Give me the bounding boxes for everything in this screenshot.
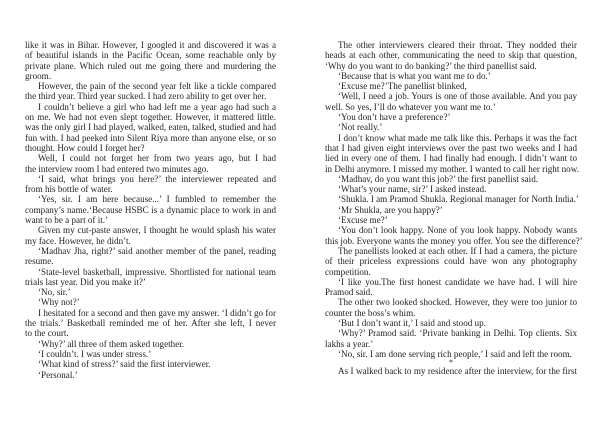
text-line: ‘What kind of stress?’ said the first interviewer. bbox=[38, 359, 211, 370]
paragraph bbox=[325, 40, 577, 71]
paragraph bbox=[325, 205, 577, 215]
text-line: the interview room I had entered two minutes ago. bbox=[25, 163, 209, 174]
text-line: was the only girl I had played, walked, eaten, talked, studied and had bbox=[25, 122, 276, 133]
text-line: ‘No, sir. I am done serving rich people,’ I said and left the room. bbox=[338, 348, 572, 359]
paragraph bbox=[25, 40, 276, 81]
text-line: trials last year. Did you make it?’ bbox=[25, 276, 146, 287]
text-line: ‘Why?’ Pramod said. ‘Private banking in Delhi. Top clients. Six bbox=[338, 328, 577, 339]
text-line: the trials.’ Basketball reminded me of her. After she left, I never bbox=[25, 318, 276, 329]
paragraph bbox=[25, 81, 276, 102]
text-line: counter the boss’s whim. bbox=[325, 307, 416, 318]
paragraph bbox=[325, 133, 577, 174]
paragraph bbox=[325, 112, 577, 122]
paragraph bbox=[25, 359, 276, 369]
paragraph bbox=[325, 215, 577, 225]
text-line: ‘Why not?’ bbox=[38, 297, 80, 308]
paragraph bbox=[325, 81, 577, 91]
text-line: Well, I could not forget her from two years ago, but I had bbox=[38, 153, 276, 164]
paragraph bbox=[25, 297, 276, 307]
paragraph bbox=[325, 122, 577, 132]
text-line: want to be a part of it.’ bbox=[25, 215, 109, 226]
paragraph bbox=[25, 287, 276, 297]
text-line: ‘I like you.The first honest candidate we have had. I will hire bbox=[338, 276, 577, 287]
paragraph bbox=[25, 225, 276, 246]
text-line: competition. bbox=[325, 266, 371, 277]
text-line: ‘Why do you want to do banking?’ the third panellist said. bbox=[325, 60, 537, 71]
paragraph bbox=[25, 308, 276, 339]
text-line: my face. However, he didn’t. bbox=[25, 235, 131, 246]
paragraph bbox=[325, 328, 577, 349]
text-line: ‘I said, what brings you here?’ the interviewer repeated and bbox=[38, 173, 276, 184]
text-line: heads at each other, communicating the need to skip that question, bbox=[325, 50, 577, 61]
paragraph bbox=[325, 318, 577, 328]
text-line: I don’t know what made me talk like this. Perhaps it was the fact bbox=[338, 132, 577, 143]
left-page bbox=[25, 40, 276, 380]
text-line: ‘You don’t have a preference?’ bbox=[338, 112, 451, 123]
text-line: ‘State-level basketball, impressive. Shortlisted for national team bbox=[38, 266, 276, 277]
paragraph bbox=[325, 277, 577, 298]
text-line: ‘Because that is what you want me to do.’ bbox=[338, 70, 491, 81]
text-line: thought. How could I forget her? bbox=[25, 142, 145, 153]
text-line: ‘You don’t look happy. None of you look happy. Nobody wants bbox=[338, 225, 577, 236]
text-line: groom. bbox=[25, 70, 52, 81]
text-line: ‘No, sir.’ bbox=[38, 287, 71, 298]
text-line: this job. Everyone wants the money you offer. You see the difference?’ bbox=[325, 235, 583, 246]
paragraph bbox=[25, 194, 276, 225]
paragraph bbox=[325, 297, 577, 318]
paragraph bbox=[25, 267, 276, 288]
text-line: of their priceless expressions could have won any photography bbox=[325, 256, 577, 267]
text-line: ‘What’s your name, sir?’ I asked instead. bbox=[338, 184, 487, 195]
text-line: of beautiful islands in the Pacific Ocean, some reachable only by bbox=[25, 50, 276, 61]
text-line: ‘Madhav Jha, right?’ said another member of the panel, reading bbox=[38, 245, 276, 256]
paragraph bbox=[325, 246, 577, 277]
paragraph bbox=[25, 370, 276, 380]
right-page bbox=[325, 40, 583, 377]
paragraph bbox=[325, 174, 577, 184]
text-line: resume. bbox=[25, 256, 54, 267]
paragraph bbox=[25, 102, 276, 153]
text-line: private plane. Which ruled out me going there and murdering the bbox=[25, 60, 276, 71]
text-line: well. So yes, I’ll do whatever you want me to.’ bbox=[325, 101, 496, 112]
paragraph bbox=[25, 174, 276, 195]
text-line: ‘I couldn’t. I was under stress.’ bbox=[38, 348, 152, 359]
text-line: that I had given eight interviews over the past two weeks and I had bbox=[325, 142, 577, 153]
text-line: However, the pain of the second year felt like a tickle compared bbox=[38, 81, 276, 92]
text-line: to the court. bbox=[25, 328, 69, 339]
paragraph bbox=[325, 225, 583, 246]
text-line: I hesitated for a second and then gave my answer. ‘I didn’t go for bbox=[38, 307, 276, 318]
text-line: lakhs a year.’ bbox=[325, 338, 374, 349]
text-line: lied in every one of them. I had finally had enough. I didn’t want to bbox=[325, 153, 577, 164]
text-line: ‘Personal.’ bbox=[38, 369, 78, 380]
text-line: ‘Why?’ all three of them asked together. bbox=[38, 338, 185, 349]
paragraph bbox=[325, 184, 577, 194]
paragraph bbox=[25, 349, 276, 359]
text-line: ‘But I don’t want it,’ I said and stood up. bbox=[338, 318, 486, 329]
text-line: ‘Shukla. I am Pramod Shukla. Regional manager for North India.’ bbox=[338, 194, 579, 205]
text-line: Given my cut-paste answer, I thought he would splash his water bbox=[38, 225, 276, 236]
section-separator: * bbox=[449, 358, 453, 368]
text-line: in Delhi anymore. I missed my mother. I wanted to call her right now. bbox=[325, 163, 579, 174]
paragraph bbox=[325, 91, 577, 112]
text-line: As I walked back to my residence after the interview, for the first bbox=[338, 366, 577, 377]
paragraph bbox=[25, 246, 276, 267]
text-line: The other interviewers cleared their throat. They nodded their bbox=[338, 40, 577, 50]
text-line: Pramod said. bbox=[325, 287, 373, 298]
text-line: ‘Excuse me?’The panellist blinked, bbox=[338, 81, 467, 92]
text-line: I couldn’t believe a girl who had left me a year ago had such a bbox=[38, 101, 276, 112]
paragraph bbox=[25, 153, 276, 174]
text-line: fun with. I had peeked into Silent Riya more than anyone else, or so bbox=[25, 132, 276, 143]
paragraph bbox=[325, 71, 577, 81]
text-line: the third year. Third year sucked. I had zero ability to get over her. bbox=[25, 91, 267, 102]
paragraph bbox=[325, 366, 577, 376]
text-line: from his bottle of water. bbox=[25, 184, 113, 195]
text-line: ‘Not really.’ bbox=[338, 122, 383, 133]
text-line: ‘Excuse me?’ bbox=[338, 215, 388, 226]
text-line: ‘Well, I need a job. Yours is one of those available. And you pay bbox=[338, 91, 577, 102]
text-line: like it was in Bihar. However, I googled it and discovered it was a bbox=[25, 40, 276, 50]
text-line: The panellists looked at each other. If I had a camera, the picture bbox=[338, 245, 577, 256]
text-line: ‘Madhav, do you want this job?’ the first panellist said. bbox=[338, 173, 539, 184]
text-line: ‘Yes, sir. I am here because...’ I fumbled to remember the bbox=[38, 194, 276, 205]
text-line: on me. We had not even slept together. However, it mattered little. bbox=[25, 112, 276, 123]
paragraph bbox=[25, 339, 276, 349]
text-line: company’s name.‘Because HSBC is a dynamic place to work in and bbox=[25, 204, 276, 215]
paragraph bbox=[325, 194, 577, 204]
text-line: ‘Mr Shukla, are you happy?’ bbox=[338, 204, 443, 215]
text-line: The other two looked shocked. However, they were too junior to bbox=[338, 297, 577, 308]
